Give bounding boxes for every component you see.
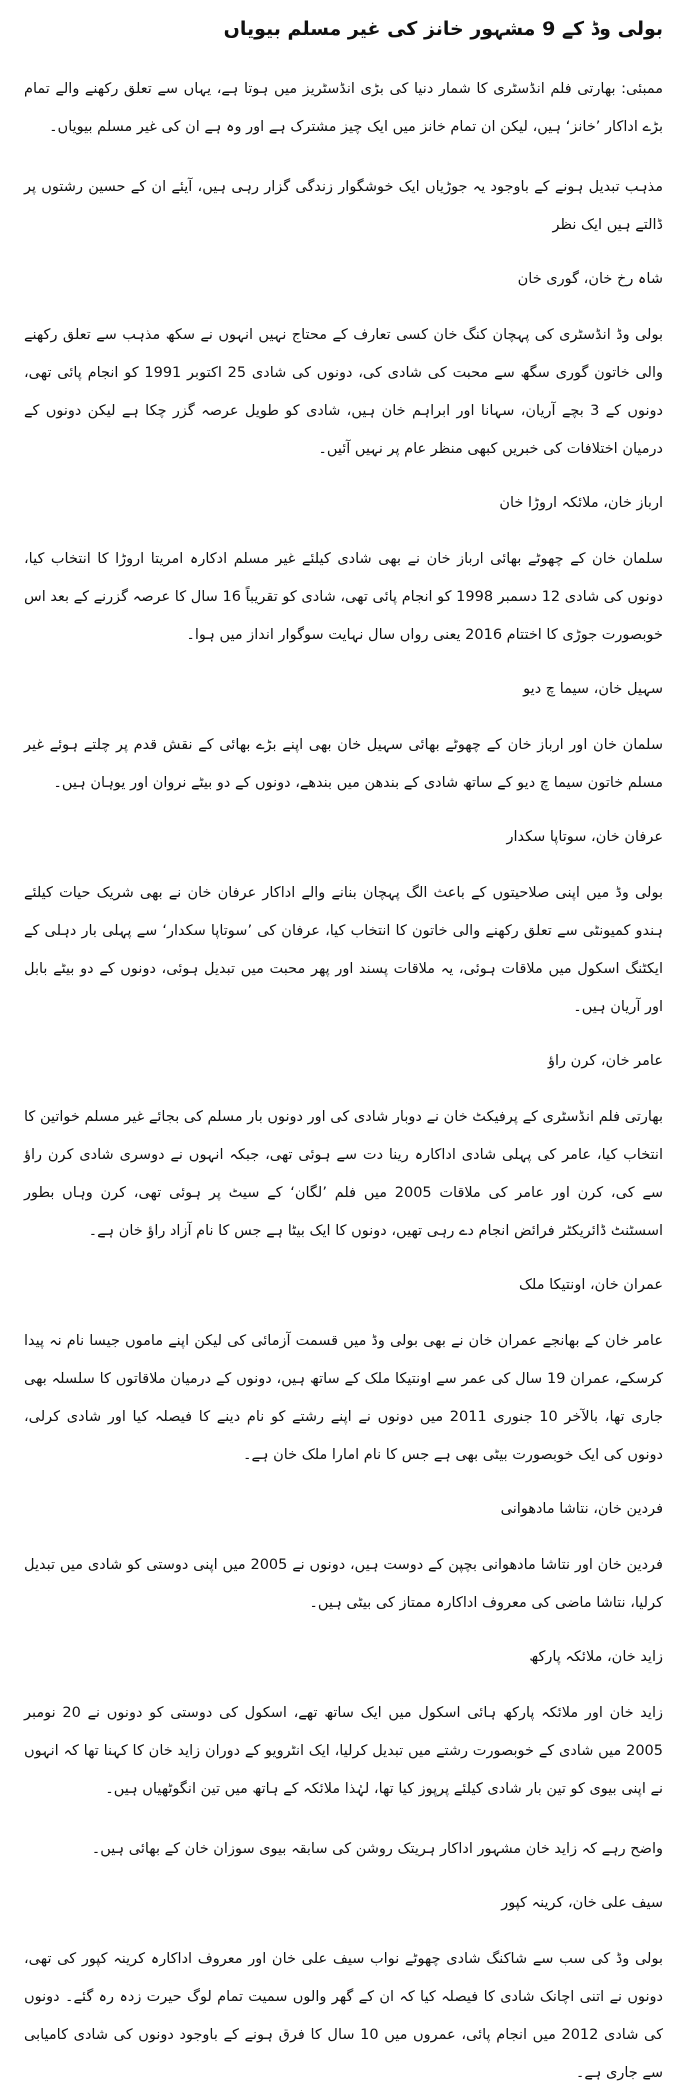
section-heading: عامر خان، کرن راؤ [548,1053,663,1069]
section-note: واضح رہے کہ زاید خان مشہور اداکار ہریتک روشن کی سابقہ بیوی سوزان خان کے بھائی ہیں۔ [91,1841,663,1857]
section-heading: عرفان خان، سوتاپا سکدار [506,829,663,845]
section-heading: زاید خان، ملائکہ پارکھ [529,1649,663,1665]
section-body: سلمان خان کے چھوٹے بھائی ارباز خان نے بھی شادی کیلئے غیر مسلم ادکارہ امریتا اروڑا کا انتخاب کیا، دونوں کی شادی 12 دسمبر 1998 کو انجام پائی تھی، شادی کو تقریباً 16 سال کا عرصہ گزرنے کے بعد اس خوبصورت جوڑی کا اختتام 2016 یعنی رواں سال نہایت سوگوار انداز میں ہوا۔ [24,551,664,643]
article-title: بولی وڈ کے 9 مشہور خانز کی غیر مسلم بیویاں [223,18,663,40]
section-body: عامر خان کے بھانجے عمران خان نے بھی بولی وڈ میں قسمت آزمائی کی لیکن اپنے ماموں جیسا نام نہ پیدا کرسکے، عمران 19 سال کی عمر سے اونتیکا ملک کے ساتھ ہیں، دونوں کے درمیان ملاقاتوں کا سلسلہ بھی جاری تھا، بالآخر 10 جنوری 2011 میں دونوں نے اپنے رشتے کو نام دینے کا فیصلہ کیا اور شادی کرلی، دونوں کی ایک خوبصورت بیٹی بھی ہے جس کا نام امارا ملک خان ہے۔ [24,1333,663,1463]
section-heading: فردین خان، نتاشا مادھوانی [500,1501,663,1517]
intro-paragraph: ممبئی: بھارتی فلم انڈسٹری کا شمار دنیا کی بڑی انڈسٹریز میں ہوتا ہے، یہاں سے تعلق رکھنے والے تمام بڑے اداکار ’خانز‘ ہیں، لیکن ان تمام خانز میں ایک چیز مشترک ہے اور وہ ہے ان کی غیر مسلم بیویاں۔ [24,81,663,135]
intro-paragraph-2: مذہب تبدیل ہونے کے باوجود یہ جوڑیاں ایک خوشگوار زندگی گزار رہی ہیں، آیئے ان کے حسین رشتوں پر ڈالتے ہیں ایک نظر [24,179,663,233]
section-body: سلمان خان اور ارباز خان کے چھوٹے بھائی سہیل خان بھی اپنے بڑے بھائی کے نقش قدم پر چلتے ہوئے غیر مسلم خاتون سیما چ دیو کے ساتھ شادی کے بندھن میں بندھے، دونوں کے دو بیٹے نروان اور یوہان ہیں۔ [24,737,663,791]
section-heading: ارباز خان، ملائکہ اروڑا خان [499,495,663,511]
section-body: بھارتی فلم انڈسٹری کے پرفیکٹ خان نے دوبار شادی کی اور دونوں بار مسلم کی بجائے غیر مسلم خواتین کا انتخاب کیا، عامر کی پہلی شادی اداکارہ رینا دت سے ہوئی تھی، جبکہ انہوں نے دوسری شادی کرن راؤ سے کی، کرن اور عامر کی ملاقات 2005 میں فلم ’لگان‘ کے سیٹ پر ہوئی تھی، کرن وہاں بطور اسسٹنٹ ڈائریکٹر فرائض انجام دے رہی تھیں، دونوں کا ایک بیٹا ہے جس کا نام آزاد راؤ خان ہے۔ [24,1109,663,1239]
section-body: بولی وڈ انڈسٹری کی پہچان کنگ خان کسی تعارف کے محتاج نہیں انہوں نے سکھ مذہب سے تعلق رکھنے والی خاتون گوری سگھ سے محبت کی شادی کی، دونوں کی شادی 25 اکتوبر 1991 کو انجام پائی تھی، دونوں کے 3 بچے آریان، سہانا اور ابراہم خان ہیں، شادی کو طویل عرصہ گزر چکا ہے لیکن دونوں کے درمیان اختلافات کی خبریں کبھی منظر عام پر نہیں آئیں۔ [24,327,663,457]
section-body: بولی وڈ کی سب سے شاکنگ شادی چھوٹے نواب سیف علی خان اور معروف اداکارہ کرینہ کپور کی تھی، دونوں نے اتنی اچانک شادی کا فیصلہ کیا کہ ان کے گھر والوں سمیت تمام لوگ حیرت زدہ رہ گئے۔ دونوں کی شادی 2012 میں انجام پائی، عمروں میں 10 سال کا فرق ہونے کے باوجود دونوں کی شادی کامیابی سے جاری ہے۔ [24,1951,663,2081]
section-body: زاید خان اور ملائکہ پارکھ ہائی اسکول میں ایک ساتھ تھے، اسکول کی دوستی کو دونوں نے 20 نومبر 2005 میں شادی کے خوبصورت رشتے میں تبدیل کرلیا، ایک انٹرویو کے دوران زاید خان کا کہنا تھا کہ انہوں نے اپنی بیوی کو تین بار شادی کیلئے پرپوز کیا تھا، لہٰذا ملائکہ کے ہاتھ میں تین انگوٹھیاں ہیں۔ [24,1705,663,1797]
section-heading: سہیل خان، سیما چ دیو [523,681,663,697]
section-heading: عمران خان، اونتیکا ملک [518,1277,663,1293]
section-body: فردین خان اور نتاشا مادھوانی بچپن کے دوست ہیں، دونوں نے 2005 میں اپنی دوستی کو شادی میں تبدیل کرلیا، نتاشا ماضی کی معروف اداکارہ ممتاز کی بیٹی ہیں۔ [24,1557,663,1611]
section-heading: سیف علی خان، کرینہ کپور [501,1895,663,1911]
section-heading: شاہ رخ خان، گوری خان [517,271,663,287]
section-body: بولی وڈ میں اپنی صلاحیتوں کے باعث الگ پہچان بنانے والے اداکار عرفان خان نے بھی شریک حیات کیلئے ہندو کمیونٹی سے تعلق رکھنے والی خاتون کا انتخاب کیا، عرفان کی ’سوتاپا سکدار‘ سے پہلی بار دہلی کے ایکٹنگ اسکول میں ملاقات ہوئی، یہ ملاقات پسند اور پھر محبت میں تبدیل ہوئی، دونوں کے دو بیٹے بابل اور آریان ہیں۔ [24,885,663,1015]
